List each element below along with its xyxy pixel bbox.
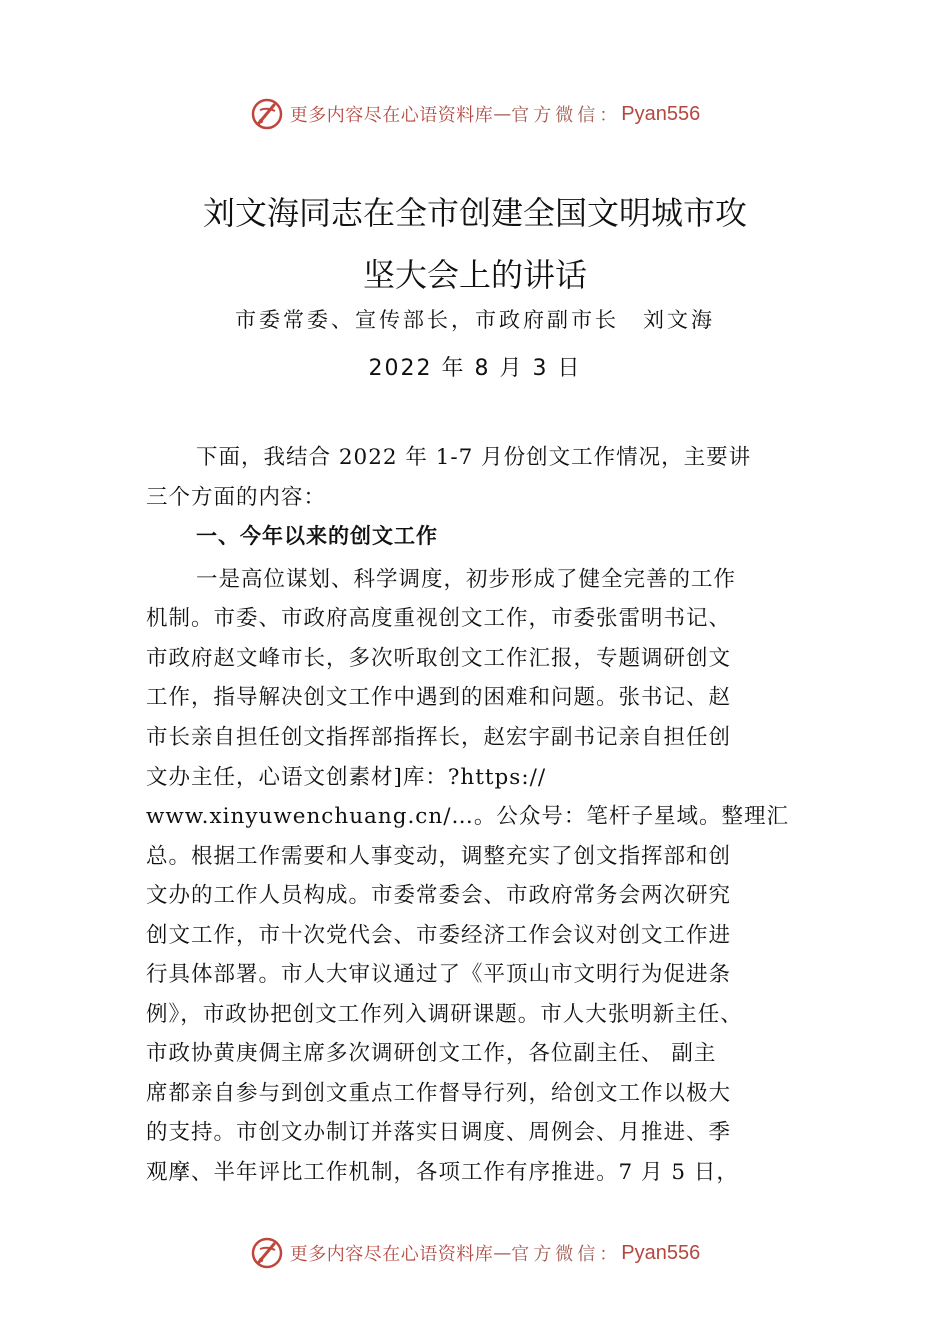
paragraph-line: 机制。市委、市政府高度重视创文工作，市委张雷明书记、 — [146, 606, 732, 631]
watermark-banner-bottom — [0, 1233, 950, 1273]
watermark-wechat-id: Pyan556 — [621, 102, 701, 125]
watermark-wechat-id: Pyan556 — [621, 1241, 701, 1264]
paragraph-line: 工作，指导解决创文工作中遇到的困难和问题。张书记、赵 — [146, 685, 732, 710]
watermark-wechat-label: 官方微信： — [511, 1244, 622, 1265]
paragraph-line: 观摩、半年评比工作机制，各项工作有序推进。7 月 5 日， — [146, 1160, 739, 1185]
watermark-dash: — — [493, 1242, 512, 1264]
watermark-banner-top — [0, 94, 950, 134]
paragraph-line: 文办的工作人员构成。市委常委会、市政府常务会两次研究 — [146, 883, 732, 908]
brush-logo-icon — [250, 97, 284, 131]
intro-line-2: 三个方面的内容： — [146, 485, 327, 510]
document-title-line-1: 刘文海同志在全市创建全国文明城市攻 — [202, 194, 747, 232]
paragraph-line: 市政协黄庚倜主席多次调研创文工作，各位副主任、 副主 — [146, 1041, 717, 1066]
paragraph-line: 文办主任，心语文创素材]库：?https:// — [146, 765, 547, 790]
intro-line-1: 下面，我结合 2022 年 1-7 月份创文工作情况，主要讲 — [196, 445, 752, 470]
paragraph-line: 一是高位谋划、科学调度，初步形成了健全完善的工作 — [196, 567, 737, 592]
paragraph-line: 市长亲自担任创文指挥部指挥长，赵宏宇副书记亲自担任创 — [146, 725, 732, 750]
watermark-wechat-label: 官方微信： — [511, 105, 622, 126]
paragraph-line: 的支持。市创文办制订并落实日调度、周例会、月推进、季 — [146, 1120, 732, 1145]
document-date: 2022 年 8 月 3 日 — [368, 356, 582, 381]
brush-logo-icon — [250, 1236, 284, 1270]
paragraph-line: www.xinyuwenchuang.cn/…。公众号：笔杆子星域。整理汇 — [146, 804, 789, 829]
paragraph-line: 总。根据工作需要和人事变动，调整充实了创文指挥部和创 — [146, 844, 732, 869]
watermark-dash: — — [493, 103, 512, 125]
watermark-brand: 更多内容尽在心语资料库 — [289, 1244, 494, 1265]
section-heading-1: 一、今年以来的创文工作 — [196, 524, 438, 548]
watermark-brand: 更多内容尽在心语资料库 — [289, 105, 494, 126]
document-title-line-2: 坚大会上的讲话 — [362, 256, 587, 294]
paragraph-line: 市政府赵文峰市长，多次听取创文工作汇报，专题调研创文 — [146, 646, 732, 671]
paragraph-line: 例》，市政协把创文工作列入调研课题。市人大张明新主任、 — [146, 1002, 743, 1027]
paragraph-line: 行具体部署。市人大审议通过了《平顶山市文明行为促进条 — [146, 962, 732, 987]
paragraph-line: 创文工作，市十次党代会、市委经济工作会议对创文工作进 — [146, 923, 732, 948]
paragraph-line: 席都亲自参与到创文重点工作督导行列，给创文工作以极大 — [146, 1081, 732, 1106]
document-author: 市委常委、宣传部长，市政府副市长 刘文海 — [235, 308, 715, 332]
